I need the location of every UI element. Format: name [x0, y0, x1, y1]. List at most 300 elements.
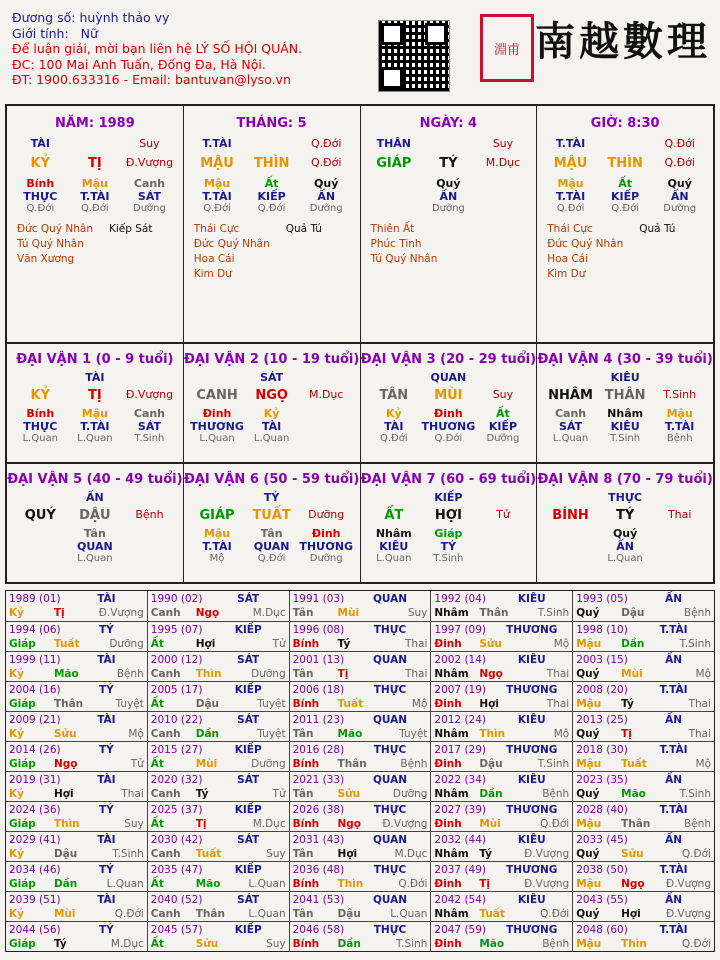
year-god: ẤN: [665, 834, 683, 846]
dai-van-phase: [652, 553, 707, 564]
pillar-hidden-god: THỰC: [23, 190, 58, 203]
dai-van-stem-branch: Dưỡng: [308, 508, 345, 521]
name-label: Đương số:: [12, 10, 76, 25]
year-branch: Mão: [621, 788, 646, 800]
year-stem: Mậu: [576, 818, 602, 830]
year-label: 2021 (33): [292, 774, 345, 786]
dai-van-hidden-stem: Giáp: [434, 527, 463, 540]
dai-van-title: ĐẠI VẬN 3 (20 - 29 tuổi): [360, 352, 537, 367]
pillar-hidden-stem: Ất: [618, 177, 632, 190]
year-branch: Mão: [337, 728, 363, 740]
dai-van-hidden-god: QUAN: [253, 540, 290, 553]
dai-van-hidden-stem: Mậu: [81, 407, 108, 420]
year-stem: Đinh: [434, 698, 462, 710]
dai-van-god-row: [537, 491, 713, 504]
dai-van-hidden-stem: Đinh: [311, 527, 341, 540]
year-stem: Giáp: [9, 638, 36, 650]
pillar-stem-branch: Q.Đới: [664, 156, 695, 169]
pillar-god: [244, 137, 299, 150]
dai-van-7: [361, 464, 538, 582]
year-phase: Suy: [266, 848, 286, 860]
dai-van-hidden-stem: Tân: [83, 527, 106, 540]
dai-van-stem-branch-row: [184, 388, 360, 403]
dai-van-god: SÁT: [260, 371, 284, 384]
year-phase: Dưỡng: [109, 638, 144, 650]
star-name: Tú Quý Nhân: [17, 238, 84, 250]
year-phase: Mộ: [128, 728, 144, 740]
year-label: 2029 (41): [9, 834, 61, 846]
year-phase: Q.Đới: [398, 878, 428, 890]
year-god: QUAN: [372, 894, 408, 906]
pillar-god-row: [184, 137, 360, 150]
year-stem: Nhâm: [434, 848, 469, 860]
year-row: [6, 681, 714, 711]
year-branch: Hợi: [195, 638, 216, 650]
year-god: TÝ: [99, 864, 114, 876]
year-stem: Bính: [292, 758, 320, 770]
pillar-phase: Dưỡng: [133, 203, 166, 214]
pillar-hidden-stem: Canh: [133, 177, 166, 190]
year-branch: Tý: [337, 638, 351, 650]
dai-van-phase: T.Sinh: [433, 553, 464, 564]
pillar-phase: Q.Đới: [257, 203, 286, 214]
dai-van-title: ĐẠI VẬN 6 (50 - 59 tuổi): [183, 472, 360, 487]
dai-van-hidden-stem: [652, 527, 707, 540]
pillar-phase: Q.Đới: [203, 203, 231, 214]
dai-van-stem-branch: TÂN: [379, 388, 409, 403]
star-name: Thái Cực: [547, 223, 593, 235]
year-phase: Suy: [124, 818, 144, 830]
year-god: ẤN: [665, 714, 683, 726]
pillar-hidden-stem-row: [7, 177, 183, 190]
pillar-stars: [7, 214, 183, 267]
year-label: 2030 (42): [150, 834, 203, 846]
pillar-1: [184, 106, 361, 342]
dai-van-god: QUAN: [430, 371, 467, 384]
year-label: 1996 (08): [292, 624, 345, 636]
year-branch: Sửu: [621, 848, 644, 860]
pillar-phase: Dưỡng: [431, 203, 465, 214]
year-label: 2011 (23): [292, 714, 345, 726]
year-branch: Thìn: [621, 938, 647, 950]
year-cell: [290, 742, 432, 771]
dai-van-hidden-stem: Kỷ: [385, 407, 402, 420]
year-branch: Hợi: [621, 908, 641, 920]
dai-van-hidden-stem-row: [537, 527, 713, 540]
year-stem: Nhâm: [434, 668, 469, 680]
year-phase: M.Dục: [252, 607, 286, 619]
year-god: TÀI: [97, 834, 116, 846]
year-phase: M.Dục: [252, 818, 286, 830]
dai-van-stem-branch: BÍNH: [552, 508, 589, 523]
pillar-phase-row: [184, 203, 360, 214]
year-branch: Tý: [621, 698, 634, 710]
dai-van-hidden-stem-row: [361, 527, 537, 540]
pillar-hidden-stem: Quý: [436, 177, 461, 190]
dai-van-stem-branch-row: [537, 388, 713, 403]
year-stem: Đinh: [434, 758, 462, 770]
phone-email-line: ĐT: 1900.633316 - Email: bantuvan@lyso.vn: [12, 72, 291, 87]
dai-van-hidden-god: SÁT: [558, 420, 583, 433]
qr-code-icon: [378, 20, 450, 92]
dai-van-stem-branch-row: [184, 508, 360, 523]
pillar-stem-branch-row: [361, 156, 537, 171]
star-name: Văn Xương: [17, 253, 75, 265]
year-label: 2022 (34): [434, 774, 487, 786]
dai-van-god-row: [184, 371, 360, 384]
dai-van-god: [299, 371, 354, 384]
dai-van-phase: Q.Đới: [434, 433, 463, 444]
dai-van-phase-row: [7, 553, 183, 564]
pillar-hidden-stem: Ất: [264, 177, 279, 190]
year-phase: Đ.Vượng: [98, 607, 144, 619]
dai-van-hidden-god: KIÊU: [610, 420, 640, 433]
year-phase: Tử: [130, 758, 144, 770]
dai-van-phase: [299, 433, 354, 444]
year-stem: Bính: [292, 818, 320, 830]
dai-van-god: [367, 491, 422, 504]
year-phase: T.Sinh: [679, 638, 711, 650]
dai-van-god: ẤN: [86, 491, 104, 504]
year-god: QUAN: [372, 593, 408, 605]
year-label: 2043 (55): [576, 894, 628, 906]
year-phase: Suy: [266, 938, 286, 950]
year-stem: Canh: [150, 908, 181, 920]
dai-van-hidden-stem: Đinh: [202, 407, 232, 420]
year-label: 2018 (30): [576, 744, 628, 756]
year-row: [6, 831, 714, 861]
year-branch: Ngọ: [337, 818, 361, 830]
year-stem: Canh: [150, 668, 181, 680]
year-cell: [148, 892, 290, 921]
year-label: 2042 (54): [434, 894, 487, 906]
year-branch: Sửu: [337, 788, 361, 800]
dai-van-1: [7, 344, 184, 462]
pillar-title: THÁNG: 5: [236, 116, 307, 131]
year-god: SÁT: [237, 593, 260, 605]
year-cell: [6, 742, 148, 771]
year-god: KIÊU: [517, 593, 546, 605]
year-stem: Quý: [576, 908, 600, 920]
year-stem: Bính: [292, 878, 320, 890]
pillar-phase: [476, 203, 531, 214]
year-cell: [148, 622, 290, 651]
year-god: TÝ: [99, 924, 114, 936]
year-stem: Quý: [576, 728, 600, 740]
year-label: 2005 (17): [150, 684, 203, 696]
year-god: KIÊU: [517, 774, 546, 786]
year-stem: Kỷ: [9, 728, 24, 740]
dai-van-hidden-god: QUAN: [77, 540, 113, 553]
year-cell: [6, 622, 148, 651]
pillar-god-row: [7, 137, 183, 150]
dai-van-title: ĐẠI VẬN 8 (70 - 79 tuổi): [537, 472, 713, 487]
dai-van-4: [537, 344, 713, 462]
pillar-stem-branch: M.Dục: [485, 156, 521, 169]
pillar-hidden-stem: Mậu: [203, 177, 231, 190]
pillar-god: T.TÀI: [555, 137, 586, 150]
year-phase: M.Dục: [394, 848, 428, 860]
year-branch: Dần: [621, 638, 645, 650]
year-god: SÁT: [237, 834, 260, 846]
year-phase: Tử: [272, 788, 286, 800]
year-stem: Quý: [576, 788, 600, 800]
year-stem: Canh: [150, 728, 181, 740]
pillar-title: NĂM: 1989: [54, 116, 135, 131]
dai-van-hidden-god: THƯƠNG: [421, 420, 476, 433]
year-label: 2046 (58): [292, 924, 345, 936]
pillar-hidden-god: ẤN: [670, 190, 689, 203]
dai-van-stem-branch-row: [361, 388, 537, 403]
gender-label: Giới tính:: [12, 25, 69, 41]
year-branch: Sửu: [53, 728, 77, 740]
year-stem: Ất: [150, 878, 164, 890]
year-branch: Dậu: [195, 698, 220, 710]
dai-van-god: [367, 371, 422, 384]
dai-van-hidden-stem: Ất: [496, 407, 510, 420]
year-god: QUAN: [372, 834, 408, 846]
pillar-phase: [367, 203, 422, 214]
year-god: KIÊU: [517, 894, 546, 906]
year-label: 2026 (38): [292, 804, 345, 816]
year-cell: [290, 772, 432, 801]
year-stem: Canh: [150, 788, 181, 800]
year-label: 1990 (02): [150, 593, 203, 605]
dai-van-god-row: [7, 491, 183, 504]
year-stem: Đinh: [434, 818, 462, 830]
year-branch: Tị: [195, 818, 207, 830]
year-stem: Tân: [292, 607, 314, 619]
pillar-phase-row: [7, 203, 183, 214]
year-branch: Mùi: [621, 668, 643, 680]
year-cell: [431, 742, 573, 771]
year-label: 2045 (57): [150, 924, 203, 936]
pillar-god: Suy: [139, 137, 160, 150]
year-cell: [431, 591, 573, 621]
year-phase: Q.Đới: [540, 818, 570, 830]
year-god: TÝ: [99, 804, 114, 816]
pillar-phase: Dưỡng: [663, 203, 697, 214]
dai-van-8: [537, 464, 713, 582]
year-stem: Giáp: [9, 878, 36, 890]
year-stem: Mậu: [576, 938, 602, 950]
dai-van-phase: Mộ: [209, 553, 225, 564]
year-stem: Canh: [150, 848, 181, 860]
year-cell: [431, 652, 573, 681]
pillar-stem-branch: GIÁP: [376, 156, 412, 171]
year-branch: Sửu: [479, 638, 502, 650]
year-god: KIẾP: [234, 684, 262, 696]
year-label: 2024 (36): [9, 804, 61, 816]
year-god: T.TÀI: [659, 864, 688, 876]
year-branch: Ngọ: [479, 668, 503, 680]
year-cell: [148, 712, 290, 741]
pillar-0: [7, 106, 184, 342]
year-god: KIẾP: [234, 924, 262, 936]
dai-van-god: [122, 371, 177, 384]
dai-van-hidden-stem-row: [537, 407, 713, 420]
year-god: QUAN: [372, 714, 408, 726]
pillar-hidden-god-row: [184, 190, 360, 203]
star-name: Hoa Cái: [193, 253, 235, 265]
year-cell: [6, 772, 148, 801]
pillar-hidden-stem: [476, 177, 531, 190]
dai-van-hidden-stem: Tân: [260, 527, 283, 540]
year-label: 2010 (22): [150, 714, 203, 726]
year-label: 2015 (27): [150, 744, 203, 756]
year-phase: Tử: [272, 638, 286, 650]
pillar-stem-branch: Q.Đới: [310, 156, 342, 169]
pillar-hidden-stem-row: [184, 177, 360, 190]
year-branch: Thân: [479, 607, 509, 619]
dai-van-phase: L.Quan: [607, 553, 643, 564]
dai-van-2: [184, 344, 361, 462]
year-stem: Mậu: [576, 878, 602, 890]
year-label: 1997 (09): [434, 624, 487, 636]
year-label: 2002 (14): [434, 654, 487, 666]
year-stem: Tân: [292, 908, 314, 920]
pillar-hidden-stem-row: [537, 177, 713, 190]
year-cell: [431, 892, 573, 921]
dai-van-title: ĐẠI VẬN 4 (30 - 39 tuổi): [537, 352, 713, 367]
year-row: [6, 711, 714, 741]
year-phase: L.Quan: [106, 878, 144, 890]
year-cell: [431, 802, 573, 831]
year-branch: Hợi: [53, 788, 74, 800]
dai-van-hidden-god-row: [537, 420, 713, 433]
year-cell: [573, 682, 714, 711]
year-label: 2017 (29): [434, 744, 487, 756]
year-branch: Tị: [337, 668, 349, 680]
pillar-phase-row: [361, 203, 537, 214]
year-cell: [573, 652, 714, 681]
year-phase: T.Sinh: [537, 607, 570, 619]
year-label: 1991 (03): [292, 593, 345, 605]
year-label: 2028 (40): [576, 804, 628, 816]
year-branch: Dậu: [621, 607, 645, 619]
year-label: 2007 (19): [434, 684, 487, 696]
pillar-stem-branch: TỊ: [88, 156, 102, 171]
dai-van-hidden-stem: [122, 527, 177, 540]
year-god: KIÊU: [517, 834, 546, 846]
pillar-hidden-stem: Mậu: [557, 177, 584, 190]
year-label: 2000 (12): [150, 654, 203, 666]
dai-van-stem-branch: NHÂM: [548, 388, 593, 403]
year-cell: [573, 591, 714, 621]
year-god: ẤN: [665, 654, 683, 666]
pillar-3: [537, 106, 713, 342]
year-label: 2014 (26): [9, 744, 61, 756]
year-row: [6, 771, 714, 801]
year-god: T.TÀI: [659, 744, 688, 756]
year-label: 2032 (44): [434, 834, 487, 846]
year-cell: [290, 832, 432, 861]
pillar-stem-branch: MẬU: [553, 156, 588, 171]
dai-van-phase: Q.Đới: [379, 433, 408, 444]
year-phase: Bệnh: [684, 607, 711, 619]
dai-van-hidden-god: T.TÀI: [202, 540, 232, 553]
dai-van-phase: Dưỡng: [309, 553, 343, 564]
dai-van-hidden-god: [652, 540, 707, 553]
year-god: QUAN: [372, 654, 408, 666]
year-label: 2044 (56): [9, 924, 61, 936]
dai-van-stem-branch-row: [361, 508, 537, 523]
dai-van-phase: L.Quan: [376, 553, 412, 564]
year-branch: Tuất: [53, 638, 80, 650]
dai-van-hidden-god-row: [184, 420, 360, 433]
year-cell: [148, 652, 290, 681]
dai-van-hidden-stem: Mậu: [203, 527, 231, 540]
star-name: Quả Tú: [285, 223, 322, 235]
pillar-stem-branch: THÌN: [607, 156, 643, 171]
pillar-hidden-stem: Mậu: [81, 177, 108, 190]
year-branch: Thân: [195, 908, 225, 920]
star-name: Kiếp Sát: [109, 223, 153, 235]
year-phase: Mộ: [695, 668, 711, 680]
year-cell: [573, 802, 714, 831]
year-cell: [6, 802, 148, 831]
year-label: 2008 (20): [576, 684, 628, 696]
pillar-god-row: [537, 137, 713, 150]
seal-stamp: 淵甫: [480, 14, 534, 82]
dai-van-hidden-stem: Bính: [26, 407, 55, 420]
year-stem: Tân: [292, 728, 314, 740]
year-god: ẤN: [665, 593, 683, 605]
year-phase: Đ.Vượng: [382, 818, 428, 830]
pillar-phase: Q.Đới: [556, 203, 585, 214]
year-god: TÀI: [97, 714, 116, 726]
pillar-god: Suy: [492, 137, 514, 150]
gender-value: Nữ: [80, 25, 98, 41]
year-god: THƯƠNG: [506, 624, 558, 636]
year-god: THỰC: [373, 744, 407, 756]
year-stem: Bính: [292, 638, 320, 650]
year-stem: Nhâm: [434, 607, 469, 619]
year-phase: Tuyệt: [257, 728, 286, 740]
dai-van-hidden-god-row: [7, 540, 183, 553]
dai-van-stem-branch-row: [7, 508, 183, 523]
year-branch: Hợi: [479, 698, 499, 710]
year-god: TÀI: [97, 654, 116, 666]
pillar-hidden-stem: [367, 177, 422, 190]
year-branch: Thìn: [337, 878, 364, 890]
year-label: 1992 (04): [434, 593, 487, 605]
year-cell: [431, 922, 573, 951]
dai-van-phase-row: [184, 553, 360, 564]
dai-van-hidden-stem: Nhâm: [375, 527, 412, 540]
year-label: 2023 (35): [576, 774, 628, 786]
year-phase: Mộ: [695, 758, 711, 770]
year-stem: Tân: [292, 788, 314, 800]
dai-van-hidden-god: T.TÀI: [80, 420, 110, 433]
year-cell: [148, 682, 290, 711]
dai-van-hidden-god: [543, 540, 598, 553]
dai-van-god: THỰC: [608, 491, 643, 504]
dai-van-phase: Dưỡng: [486, 433, 520, 444]
dai-van-stem-branch: TỊ: [88, 388, 102, 403]
year-cell: [573, 892, 714, 921]
year-label: 2031 (43): [292, 834, 345, 846]
dai-van-stem-branch: Suy: [492, 388, 514, 401]
dai-van-hidden-god: TÀI: [261, 420, 282, 433]
year-god: THƯƠNG: [506, 804, 558, 816]
year-branch: Dậu: [53, 848, 78, 860]
year-phase: Tuyệt: [399, 728, 428, 740]
pillar-god: TÀI: [30, 137, 50, 150]
year-stem: Mậu: [576, 758, 602, 770]
year-branch: Dậu: [479, 758, 503, 770]
year-cell: [148, 772, 290, 801]
